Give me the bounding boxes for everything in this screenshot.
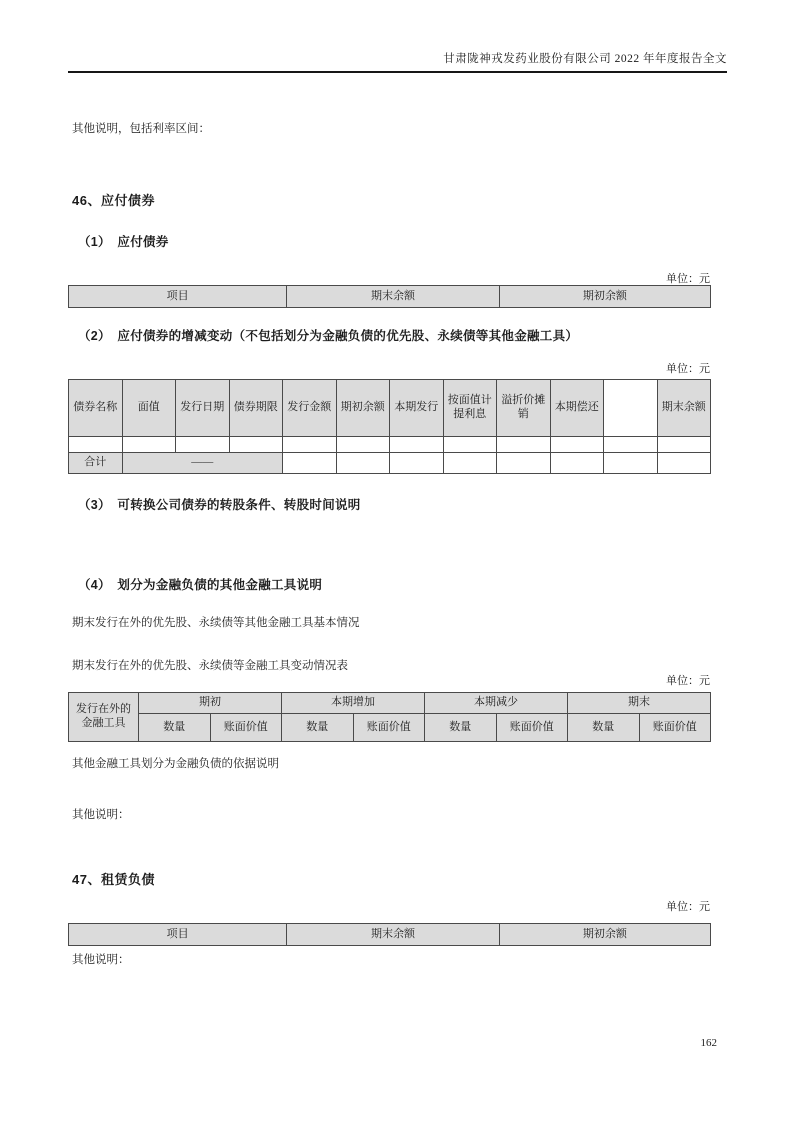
empty-cell [336,437,390,453]
empty-cell [336,453,390,474]
col-quantity: 数量 [425,714,497,742]
empty-cell [390,453,444,474]
col-current-issue: 本期发行 [390,380,444,437]
col-interest-at-face: 按面值计提利息 [443,380,497,437]
para-instruments-change-table: 期末发行在外的优先股、永续债等金融工具变动情况表 [72,660,348,672]
empty-cell [604,453,658,474]
financial-instruments-table [68,692,711,742]
col-beginning-balance: 期初余额 [499,286,710,308]
group-ending: 期末 [568,693,711,714]
empty-cell [550,437,604,453]
col-blank [604,380,658,437]
total-row [69,453,711,474]
col-issue-date: 发行日期 [176,380,230,437]
group-increase: 本期增加 [282,693,425,714]
section-47-heading: 47、租赁负债 [72,872,155,887]
col-bond-term: 债券期限 [229,380,283,437]
col-current-repayment: 本期偿还 [550,380,604,437]
para-outstanding-instruments-basic: 期末发行在外的优先股、永续债等其他金融工具基本情况 [72,617,360,629]
para-other-note-46: 其他说明： [72,809,130,821]
col-book-value: 账面价值 [210,714,282,742]
sub-header-row [69,714,711,742]
note-interest-range: 其他说明，包括利率区间： [72,123,210,135]
page-number: 162 [700,1037,717,1049]
empty-cell [443,437,497,453]
empty-cell [122,437,176,453]
col-beginning-balance: 期初余额 [499,924,710,946]
col-beginning-balance: 期初余额 [336,380,390,437]
unit-label-47: 单位：元 [666,901,710,913]
total-label: 合计 [69,453,123,474]
empty-data-row [69,437,711,453]
empty-cell [390,437,444,453]
empty-cell [657,453,711,474]
empty-cell [69,437,123,453]
empty-cell [497,453,551,474]
col-quantity: 数量 [282,714,354,742]
para-classification-basis: 其他金融工具划分为金融负债的依据说明 [72,758,279,770]
empty-cell [283,453,337,474]
group-decrease: 本期减少 [425,693,568,714]
col-face-value: 面值 [122,380,176,437]
para-other-note-47: 其他说明： [72,954,130,966]
bond-movement-table [68,379,711,474]
section-46-2-heading: （2） 应付债券的增减变动（不包括划分为金融负债的优先股、永续债等其他金融工具） [78,329,579,343]
empty-cell [443,453,497,474]
lease-liabilities-table [68,923,711,946]
col-quantity: 数量 [139,714,211,742]
col-premium-amortization: 溢折价摊销 [497,380,551,437]
unit-label-46-4: 单位：元 [666,675,710,687]
empty-cell [229,437,283,453]
col-quantity: 数量 [568,714,640,742]
empty-cell [550,453,604,474]
section-46-3-heading: （3） 可转换公司债券的转股条件、转股时间说明 [78,498,361,512]
empty-cell [283,437,337,453]
table-header-row [69,380,711,437]
section-46-1-heading: （1） 应付债券 [78,235,169,249]
col-item: 项目 [69,924,287,946]
col-ending-balance: 期末余额 [287,924,500,946]
group-header-row [69,693,711,714]
total-dash-cell: —— [122,453,283,474]
col-ending-balance: 期末余额 [657,380,711,437]
col-bond-name: 债券名称 [69,380,123,437]
empty-cell [657,437,711,453]
unit-label-46-1: 单位：元 [666,273,710,285]
empty-cell [497,437,551,453]
page-header-title: 甘肃陇神戎发药业股份有限公司 2022 年年度报告全文 [443,53,727,65]
table-header-row [69,924,711,946]
col-book-value: 账面价值 [496,714,568,742]
header-rule [68,71,727,73]
group-beginning: 期初 [139,693,282,714]
empty-cell [176,437,230,453]
col-issue-amount: 发行金额 [283,380,337,437]
bonds-payable-table [68,285,711,308]
section-46-heading: 46、应付债券 [72,193,155,208]
col-book-value: 账面价值 [639,714,711,742]
col-item: 项目 [69,286,287,308]
unit-label-46-2: 单位：元 [666,363,710,375]
corner-outstanding-instruments: 发行在外的金融工具 [69,693,139,742]
empty-cell [604,437,658,453]
table-header-row [69,286,711,308]
col-book-value: 账面价值 [353,714,425,742]
section-46-4-heading: （4） 划分为金融负债的其他金融工具说明 [78,578,323,592]
col-ending-balance: 期末余额 [287,286,500,308]
